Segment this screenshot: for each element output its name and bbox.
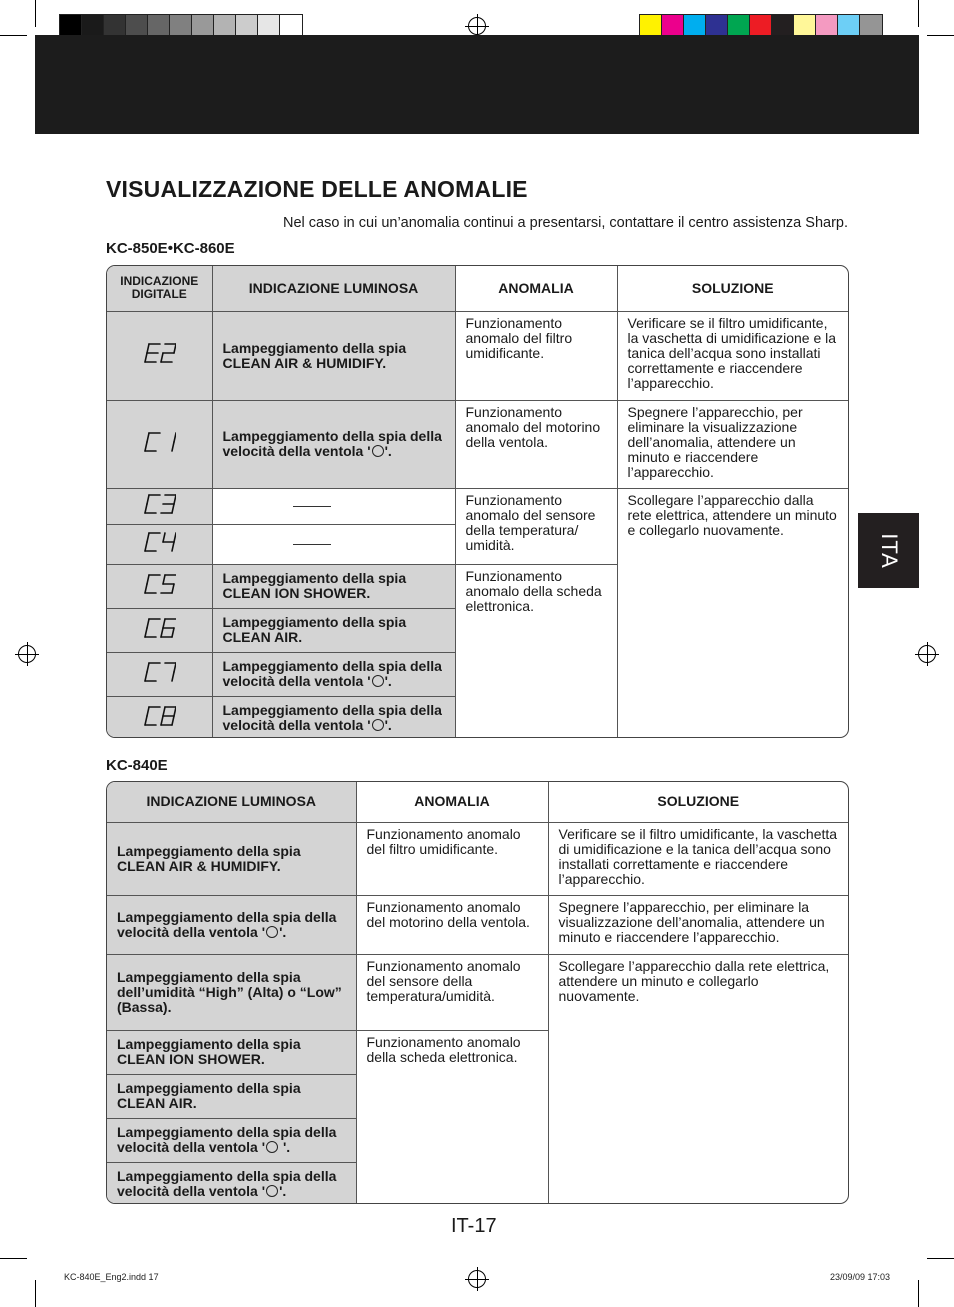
lcd-code-c3 — [142, 493, 176, 517]
crop-mark — [918, 1280, 919, 1307]
lcd-code — [107, 652, 212, 696]
color-swatch — [794, 15, 816, 37]
fan-icon — [372, 675, 384, 687]
lcd-segment — [172, 442, 174, 451]
lcd-code-c5 — [142, 573, 176, 597]
lcd-segment — [147, 533, 149, 542]
color-swatch — [860, 15, 882, 37]
lcd-segment — [147, 619, 149, 628]
solution-cell: Verificare se il filtro umidificante, la vaschetta di umidificazione e la tanica dell’acqua sono installati correttamente e riaccendere l’apparecchio. — [617, 311, 848, 400]
solution-cell: Scollegare l’apparecchio dalla rete elettrica, attendere un minuto e collegarlo nuovamente. — [617, 488, 848, 738]
light-text: Lampeggiamento della spia della velocità della ventola ' — [117, 1167, 337, 1199]
color-swatch — [280, 15, 302, 37]
color-swatch — [728, 15, 750, 37]
lcd-segment — [172, 628, 174, 637]
light-text-end: '. — [279, 1182, 287, 1199]
color-swatch — [82, 15, 104, 37]
lcd-segment — [174, 707, 176, 716]
light-indicator-none — [212, 488, 455, 524]
lcd-code — [107, 524, 212, 564]
lcd-segment — [145, 672, 147, 681]
lcd-segment — [145, 442, 147, 451]
crop-mark — [918, 0, 919, 27]
lcd-segment — [147, 433, 149, 442]
registration-mark-icon — [18, 645, 36, 663]
crop-mark — [35, 1280, 36, 1307]
color-swatch — [192, 15, 214, 37]
header-band — [35, 35, 919, 134]
color-swatch — [214, 15, 236, 37]
color-swatch — [772, 15, 794, 37]
lcd-segment — [145, 504, 147, 513]
lcd-segment — [174, 433, 176, 442]
lcd-segment — [145, 584, 147, 593]
crop-mark — [927, 1258, 954, 1259]
table-row — [107, 954, 848, 1030]
lcd-segment — [163, 533, 165, 542]
lcd-segment — [145, 716, 147, 725]
color-swatch — [838, 15, 860, 37]
footer-date: 23/09/09 17:03 — [829, 1272, 890, 1282]
lcd-segment — [147, 344, 149, 353]
anomaly-cell: Funzionamento anomalo del sensore della temperatura/umidità. — [356, 954, 548, 1030]
color-swatch — [148, 15, 170, 37]
lcd-segment — [174, 344, 176, 353]
lcd-segment — [147, 663, 149, 672]
table-row — [107, 822, 848, 895]
lcd-segment — [161, 353, 163, 362]
anomaly-cell: Funzionamento anomalo del filtro umidificante. — [455, 311, 617, 400]
solution-cell: Spegnere l’apparecchio, per eliminare la visualizzazione dell’anomalia, attendere un minuto e riaccendere l’apparecchio. — [617, 400, 848, 488]
anomaly-cell: Funzionamento anomalo del sensore della temperatura/ umidità. — [455, 488, 617, 564]
anomaly-cell: Funzionamento anomalo della scheda elettronica. — [455, 564, 617, 738]
registration-mark-icon — [468, 17, 486, 35]
color-swatch — [126, 15, 148, 37]
lcd-code — [107, 608, 212, 652]
lcd-segment — [172, 584, 174, 593]
fan-icon — [372, 719, 384, 731]
col-header-luminosa: INDICAZIONE LUMINOSA — [212, 266, 455, 311]
col-header-digitale: INDICAZIONE DIGITALE — [107, 266, 212, 311]
light-text: Lampeggiamento della spia della velocità della ventola ' — [117, 1124, 337, 1155]
col-header-soluzione: SOLUZIONE — [617, 266, 848, 311]
model-label-kc850e: KC-850E•KC-860E — [106, 240, 235, 257]
lcd-segment — [161, 628, 163, 637]
light-text-end: '. — [279, 923, 287, 940]
light-indicator: Lampeggiamento della spia dell’umidità “High” (Alta) o “Low” (Bassa). — [107, 954, 356, 1030]
registration-mark-icon — [918, 645, 936, 663]
color-swatch — [236, 15, 258, 37]
language-tab — [858, 513, 919, 588]
footer-file: KC-840E_Eng2.indd 17 — [64, 1272, 159, 1282]
light-indicator — [107, 895, 356, 954]
color-swatch — [684, 15, 706, 37]
light-text: Lampeggiamento della spia della velocità della ventola ' — [222, 428, 442, 459]
anomaly-cell: Funzionamento anomalo del motorino della ventola. — [356, 895, 548, 954]
light-indicator: Lampeggiamento della spia CLEAN AIR & HUMIDIFY. — [107, 822, 356, 895]
anomaly-cell: Funzionamento anomalo del filtro umidificante. — [356, 822, 548, 895]
lcd-code — [107, 311, 212, 400]
lcd-segment — [147, 707, 149, 716]
color-swatch — [258, 15, 280, 37]
lcd-segment — [172, 504, 174, 513]
lcd-code — [107, 488, 212, 524]
lcd-code-c1 — [142, 431, 176, 455]
light-indicator: Lampeggiamento della spia CLEAN ION SHOWER. — [107, 1030, 356, 1074]
crop-mark — [0, 35, 27, 36]
anomaly-cell: Funzionamento anomalo della scheda elettronica. — [356, 1030, 548, 1204]
color-swatch — [662, 15, 684, 37]
dash-line — [293, 506, 331, 507]
light-indicator — [212, 652, 455, 696]
error-table-kc840e — [106, 781, 849, 1204]
lcd-code-c7 — [142, 661, 176, 685]
light-indicator: Lampeggiamento della spia CLEAN AIR & HUMIDIFY. — [212, 311, 455, 400]
table-row — [107, 400, 848, 488]
lcd-segment — [172, 716, 174, 725]
service-note: Nel caso in cui un’anomalia continui a presentarsi, contattare il centro assistenza Sharp. — [283, 215, 848, 231]
dash-line — [293, 544, 331, 545]
error-table-kc850e — [106, 265, 849, 738]
color-swatch — [60, 15, 82, 37]
col-header-soluzione: SOLUZIONE — [548, 782, 848, 822]
light-text-end: '. — [384, 717, 392, 734]
language-tab-label: ITA — [876, 532, 902, 569]
fan-icon — [266, 1185, 278, 1197]
lcd-segment — [145, 353, 147, 362]
lcd-segment — [163, 707, 165, 716]
col-header-anomalia: ANOMALIA — [455, 266, 617, 311]
light-indicator — [107, 1118, 356, 1162]
lcd-segment — [174, 495, 176, 504]
light-indicator — [212, 400, 455, 488]
model-label-kc840e: KC-840E — [106, 757, 168, 774]
color-swatch — [750, 15, 772, 37]
light-indicator — [107, 1162, 356, 1204]
table-row — [107, 311, 848, 400]
fan-icon — [372, 445, 384, 457]
light-text-end: '. — [384, 443, 392, 459]
lcd-code-c8 — [142, 705, 176, 729]
lcd-code — [107, 564, 212, 608]
lcd-segment — [145, 542, 147, 551]
lcd-segment — [161, 716, 163, 725]
lcd-code — [107, 696, 212, 738]
light-text: Lampeggiamento della spia della velocità della ventola ' — [222, 658, 442, 689]
lcd-segment — [172, 672, 174, 681]
light-text-end: '. — [384, 673, 392, 689]
col-header-anomalia: ANOMALIA — [356, 782, 548, 822]
lcd-segment — [147, 495, 149, 504]
light-text-end: '. — [279, 1139, 291, 1155]
solution-cell: Scollegare l’apparecchio dalla rete elettrica, attendere un minuto e collegarlo nuovamente. — [548, 954, 848, 1204]
crop-mark — [0, 1258, 27, 1259]
lcd-code-c4 — [142, 531, 176, 555]
color-swatch — [104, 15, 126, 37]
lcd-segment — [174, 533, 176, 542]
crop-mark — [927, 35, 954, 36]
lcd-segment — [145, 628, 147, 637]
page-title: VISUALIZZAZIONE DELLE ANOMALIE — [106, 176, 528, 202]
fan-icon — [266, 1141, 278, 1153]
light-text: Lampeggiamento della spia della velocità della ventola ' — [222, 702, 442, 734]
light-indicator: Lampeggiamento della spia CLEAN ION SHOWER. — [212, 564, 455, 608]
color-swatch — [706, 15, 728, 37]
table-row — [107, 488, 848, 524]
crop-mark — [35, 0, 36, 27]
lcd-code — [107, 400, 212, 488]
col-header-luminosa: INDICAZIONE LUMINOSA — [107, 782, 356, 822]
page-number: IT-17 — [451, 1215, 497, 1237]
color-swatch — [816, 15, 838, 37]
lcd-segment — [163, 575, 165, 584]
lcd-code-c6 — [142, 617, 176, 641]
color-swatch — [170, 15, 192, 37]
light-indicator: Lampeggiamento della spia CLEAN AIR. — [107, 1074, 356, 1118]
solution-cell: Verificare se il filtro umidificante, la vaschetta di umidificazione e la tanica dell’acqua sono installati correttamente e riaccendere l’apparecchio. — [548, 822, 848, 895]
fan-icon — [266, 926, 278, 938]
lcd-segment — [147, 575, 149, 584]
anomaly-cell: Funzionamento anomalo del motorino della ventola. — [455, 400, 617, 488]
light-text: Lampeggiamento della spia della velocità della ventola ' — [117, 908, 337, 940]
solution-cell: Spegnere l’apparecchio, per eliminare la visualizzazione dell’anomalia, attendere un minuto e riaccendere l’apparecchio. — [548, 895, 848, 954]
color-swatch — [640, 15, 662, 37]
lcd-segment — [172, 542, 174, 551]
table-row — [107, 895, 848, 954]
lcd-code-e2 — [142, 342, 176, 366]
lcd-segment — [174, 663, 176, 672]
light-indicator — [212, 696, 455, 738]
light-indicator-none — [212, 524, 455, 564]
light-indicator: Lampeggiamento della spia CLEAN AIR. — [212, 608, 455, 652]
registration-mark-icon — [468, 1270, 486, 1288]
lcd-segment — [163, 619, 165, 628]
